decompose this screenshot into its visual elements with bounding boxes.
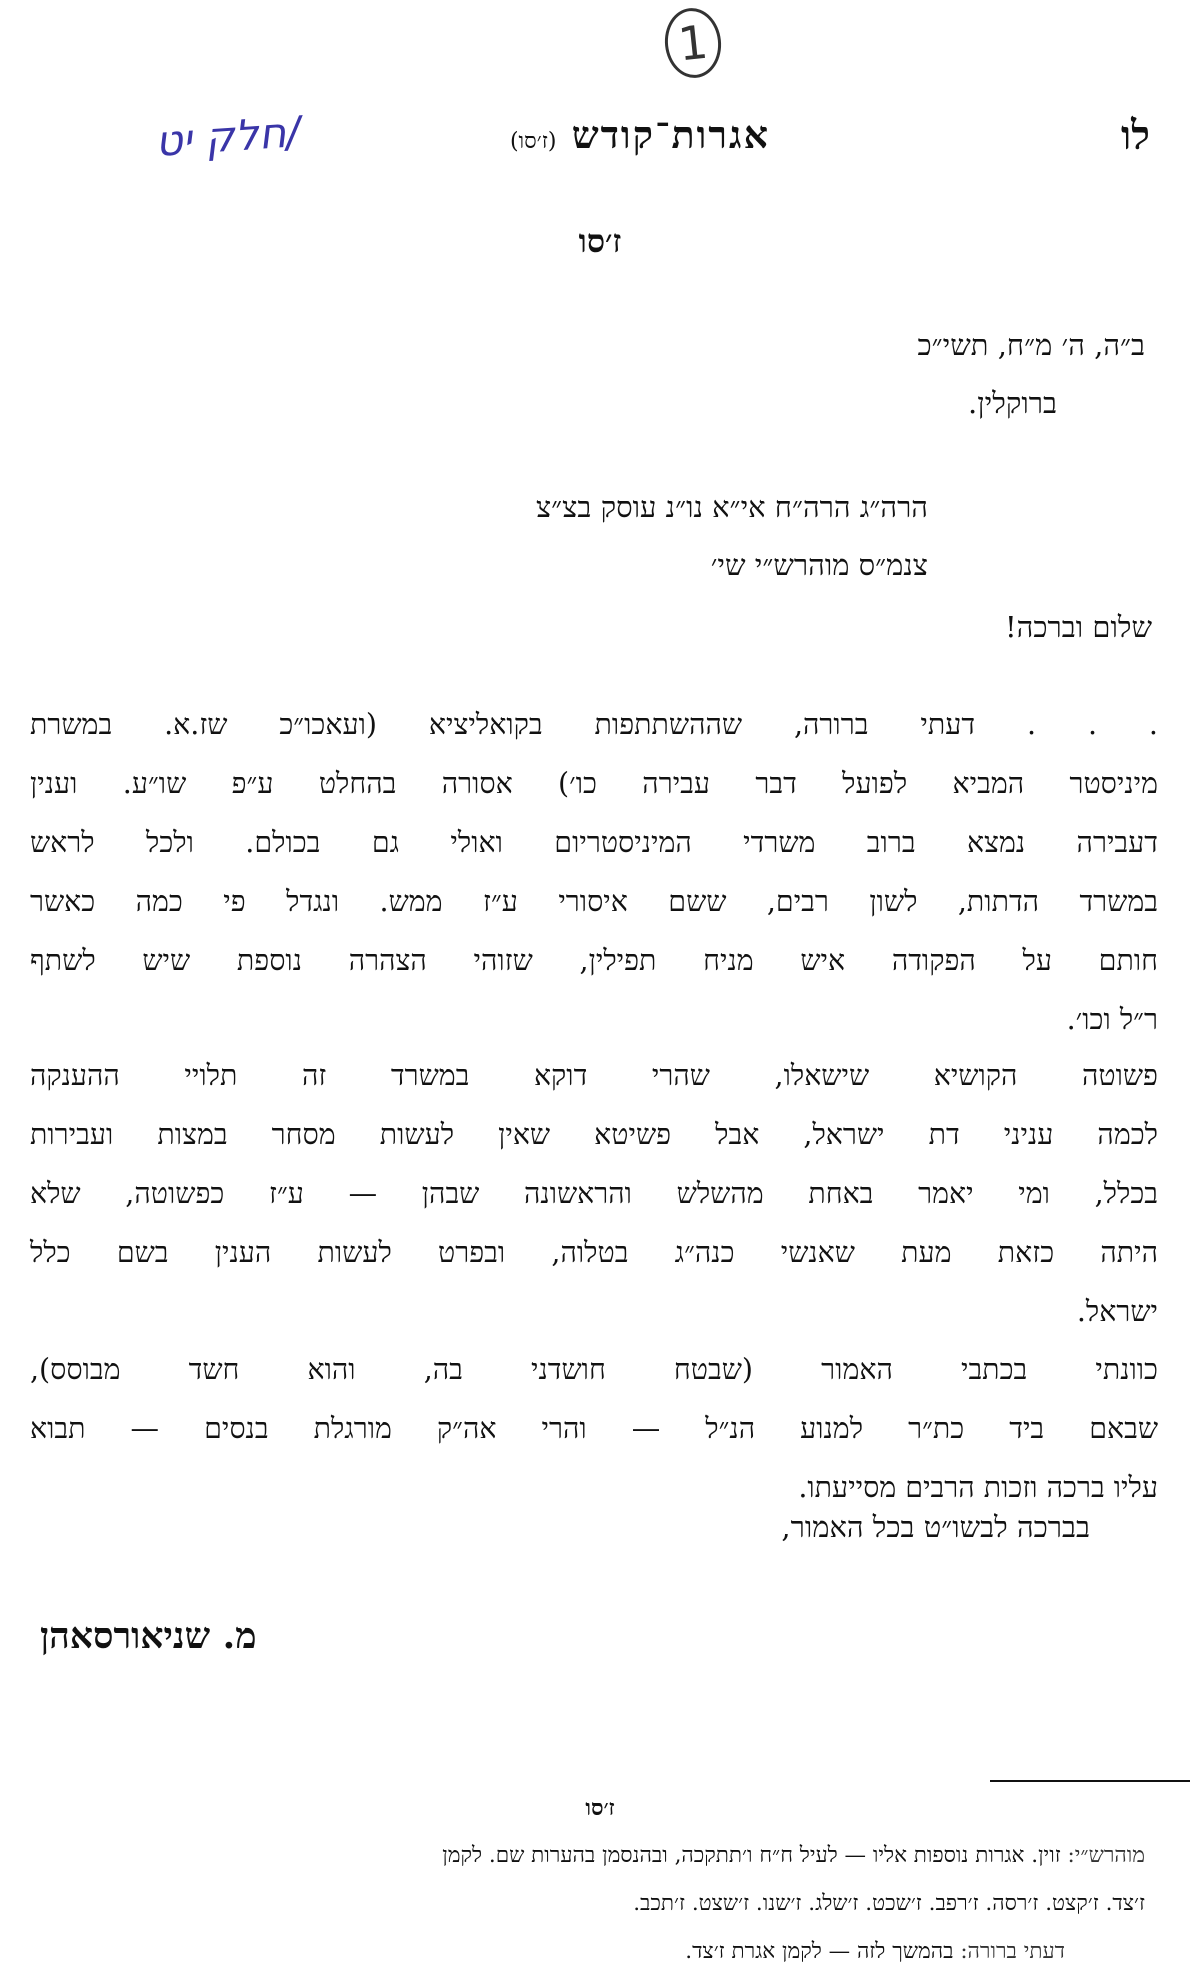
addressee-line-2: צנמ״ס מוהרש״י שי׳ <box>710 548 928 582</box>
paragraph-line: מיניסטר המביא לפועל דבר עבירה כו׳) אסורה בהחלט ע״פ שו״ע. וענין <box>30 767 1158 800</box>
footnote-text: זוין. אגרות נוספות אליו — לעיל ח״ח ו׳תתקכה, ובהנסמן בהערות שם. לקמן <box>442 1843 1061 1868</box>
signature: מ. שניאורסאהן <box>40 1615 257 1657</box>
footnote-number: ז׳סו <box>585 1795 615 1821</box>
paragraph-line: דעבירה נמצא ברוב משרדי המיניסטריום ואולי גם בכולם. ולכל לראש <box>30 826 1158 859</box>
handwritten-page-number: 1 <box>661 5 724 80</box>
greeting: שלום וברכה! <box>1005 610 1152 644</box>
paragraph-line: היתה כזאת מעת שאנשי כנה״ג בטלוה, ובפרט לעשות הענין בשם כלל <box>30 1236 1158 1269</box>
running-title-number: (ז׳סו) <box>509 129 557 154</box>
closing-line: בברכה לבשו״ט בכל האמור, <box>781 1510 1090 1544</box>
addressee <box>536 478 928 594</box>
footnote-line-3 <box>30 1928 1065 1976</box>
paragraph-line: במשרד הדתות, לשון רבים, ששם איסורי ע״ז ממש. ונגדל פי כמה כאשר <box>30 885 1158 918</box>
paragraph-line: . . . דעתי ברורה, שההשתתפות בקואליציא (ועאכו״כ שז.א. במשרת <box>30 708 1158 741</box>
date-line: ב״ה, ה׳ מ״ח, תשי״כ <box>917 328 1145 362</box>
running-title-text: אגרות־קודש <box>571 112 770 157</box>
footnote-divider <box>990 1780 1190 1782</box>
footnote-line-1 <box>30 1832 1145 1880</box>
paragraph-2 <box>30 1046 1158 1341</box>
paragraph-line: עליו ברכה וזכות הרבים מסייעתו. <box>798 1471 1158 1504</box>
paragraph-3 <box>30 1340 1158 1517</box>
addressee-line-1: הרה״ג הרה״ח אי״א נו״נ עוסק בצ״צ <box>535 490 928 524</box>
paragraph-line: חותם על הפקודה איש מניח תפילין, שזוהי הצהרה נוספת שיש לשתף <box>30 944 1158 977</box>
footnote-label: מוהרש״י: <box>1067 1843 1145 1868</box>
paragraph-line: פשוטה הקושיא שישאלו, שהרי דוקא במשרד זה תלויי ההענקה <box>30 1059 1158 1092</box>
place-line: ברוקלין. <box>968 386 1057 420</box>
handwritten-note: /חלק יט <box>153 106 302 167</box>
paragraph-1 <box>30 695 1158 1049</box>
footnote-label: דעתי ברורה: <box>960 1939 1065 1964</box>
footnote-line-2: ז׳צד. ז׳קצט. ז׳רסה. ז׳רפב. ז׳שכט. ז׳שלג. ז׳שנו. ז׳שצט. ז׳תכב. <box>633 1891 1145 1916</box>
paragraph-line: לכמה עניני דת ישראל, אבל פשיטא שאין לעשות מסחר במצות ועבירות <box>30 1118 1158 1151</box>
footnotes <box>30 1832 1145 1976</box>
page-number: לו <box>1121 112 1150 159</box>
letter-number: ז׳סו <box>578 222 622 260</box>
footnote-text: בהמשך לזה — לקמן אגרת ז׳צד. <box>685 1939 954 1964</box>
paragraph-line: שבאם ביד כת״ר למנוע הנ״ל — והרי אה״ק מורגלת בנסים — תבוא <box>30 1412 1158 1445</box>
paragraph-line: ישראל. <box>1076 1295 1158 1328</box>
running-title <box>510 112 770 158</box>
paragraph-line: כוונתי בכתבי האמור (שבטח חושדני בה, והוא חשד מבוסס), <box>30 1353 1158 1386</box>
paragraph-line: בכלל, ומי יאמר באחת מהשלש והראשונה שבהן — ע״ז כפשוטה, שלא <box>30 1177 1158 1210</box>
paragraph-line: ר״ל וכו׳. <box>1066 1003 1158 1036</box>
